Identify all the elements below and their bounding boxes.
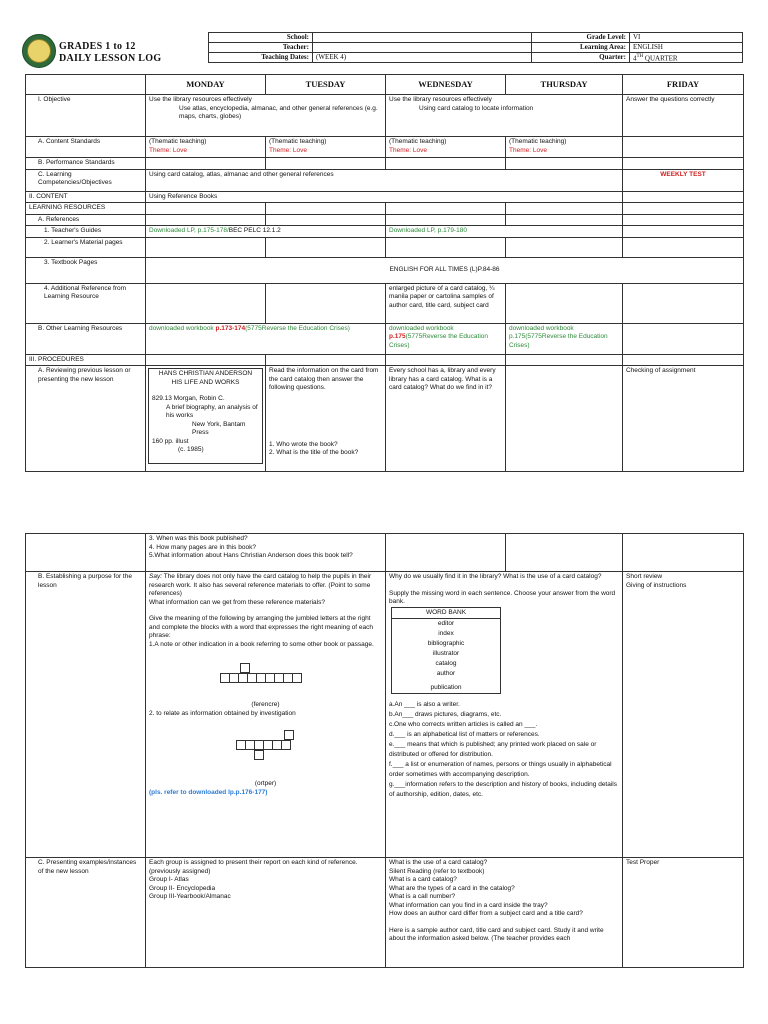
- teachers-guides-label: 1. Teacher's Guides: [26, 226, 146, 238]
- day-monday: MONDAY: [146, 75, 266, 95]
- present-mon-tue: Each group is assigned to present their report on each kind of reference. (previously assigned) Group I- Atlas Group II- Encyclopedia Group III-Yearbook/Almanac: [146, 858, 386, 968]
- content-std-tue: (Thematic teaching) Theme: Love: [266, 137, 386, 158]
- learners-material-label: 2. Learner's Material pages: [26, 237, 146, 257]
- content-std-wed: (Thematic teaching) Theme: Love: [386, 137, 506, 158]
- competencies-text: Using card catalog, atlas, almanac and other general references: [146, 169, 623, 191]
- school-label: School:: [209, 33, 313, 43]
- review-wed: Every school has a, library and every library has a card catalog. What is a card catalog? What do we find in it?: [386, 366, 506, 472]
- crossword-puzzle-1: [221, 663, 382, 683]
- present-wed-thu: What is the use of a card catalog? Silent Reading (refer to textbook) What is a card catalog? What are the types of a card in the catalog? What is a call number? What information can you find in a card inside the tray? How does an author card differ from a subject card and a title card? Here is a sample author card, title card and subject card. Study it and write about the information asked below. (The teacher provides each: [386, 858, 623, 968]
- sample-catalog-card: HANS CHRISTIAN ANDERSON HIS LIFE AND WORKS 829.13 Morgan, Robin C. A brief biography, an analysis of his works New York, Bantam Press 160 pp. illust (c. 1985): [148, 368, 263, 464]
- dates-label: Teaching Dates:: [209, 53, 313, 63]
- day-friday: FRIDAY: [623, 75, 744, 95]
- grade-label: Grade Level:: [532, 33, 630, 43]
- other-resources-label: B. Other Learning Resources: [26, 323, 146, 354]
- presenting-examples-label: C. Presenting examples/instances of the new lesson: [26, 858, 146, 968]
- content-label: II. CONTENT: [26, 191, 146, 203]
- purpose-mon-tue: Say: The library does not only have the card catalog to help the pupils in their research work. It also has several reference materials to offer. (Point to some references) What information can we get from these reference materials? Give the meaning of the following by arranging the jumbled letters at the right and complete the blocks with a word that expresses the right meaning of each phrase: 1.A note or other indication in a book referring to some other book or passage. (ferencre) 2. to relate as information obtained by investigation (ortper) (pls. refer to downloaded lp.p.176-177): [146, 572, 386, 858]
- other-res-wed: downloaded workbook p.175(5775Reverse the Education Crises): [386, 323, 506, 354]
- additional-reference-wed: enlarged picture of a card catalog, ¼ manila paper or cartolina samples of author card, title card, subject card: [386, 283, 506, 323]
- performance-standards-label: B. Performance Standards: [26, 158, 146, 170]
- header-info-table: [208, 32, 743, 63]
- review-tue: Read the information on the card from the card catalog then answer the following questions. 1. Who wrote the book? 2. What is the title of the book?: [266, 366, 386, 472]
- review-fri: Checking of assignment: [623, 366, 744, 472]
- objective-mon-tue: Use the library resources effectively Use atlas, encyclopedia, almanac, and other general references (e.g. maps, charts, globes): [146, 95, 386, 137]
- other-res-mon: downloaded workbook p.173-174(5775Reverse the Education Crises): [146, 323, 386, 354]
- establishing-purpose-label: B. Establishing a purpose for the lesson: [26, 572, 146, 858]
- word-bank: WORD BANK editor index bibliographic illustrator catalog author publication: [391, 607, 501, 694]
- reviewing-label: A. Reviewing previous lesson or presenting the new lesson: [26, 366, 146, 472]
- objective-wed-thu: Use the library resources effectively Using card catalog to locate information: [386, 95, 623, 137]
- area-label: Learning Area:: [532, 43, 630, 53]
- dates-value: (WEEK 4): [313, 53, 532, 63]
- fill-in-sentences: a.An ___ is also a writer. b.An___ draws pictures, diagrams, etc. c.One who corrects written articles is called an ___. d.___ is an alphabetical list of matters or references. e.___ means that which is published; any printed work placed on sale or distributed or offered for distribution. f.___ a list or enumeration of names, persons or things usually in alphabetical order sometimes with accompanying description. g.___information refers to the description and history of books, including details of authorship, edition, dates, etc.: [389, 700, 617, 798]
- quarter-value: 4TH QUARTER: [630, 53, 743, 63]
- content-standards-label: A. Content Standards: [26, 137, 146, 158]
- objective-fri: Answer the questions correctly: [623, 95, 744, 137]
- textbook-pages-text: ENGLISH FOR ALL TIMES (L)P.84-86: [146, 257, 744, 283]
- competencies-label: C. Learning Competencies/Objectives: [26, 169, 146, 191]
- purpose-fri: Short review Giving of instructions: [623, 572, 744, 858]
- purpose-wed-thu: Why do we usually find it in the library? What is the use of a card catalog? Supply the missing word in each sentence. Choose your answer from the word bank. WORD BANK editor index bibliographic illustrator catalog author publication a.An ___ is also a writer. b.An___ draws pictures, diagrams, etc. c.One who corrects written articles is called an ___. d.___ is an alphabetical list of matters or references. e.___ means that which is published; any printed work placed on sale or distributed or offered for distribution. f.___ a list or enumeration of names, persons or things usually in alphabetical order sometimes with accompanying description. g.___information refers to the description and history of books, including details of authorship, edition, dates, etc.: [386, 572, 623, 858]
- procedures-label: III. PROCEDURES: [26, 354, 146, 366]
- tg-wed-thu: Downloaded LP, p.179-180: [386, 226, 623, 238]
- teacher-label: Teacher:: [209, 43, 313, 53]
- day-thursday: THURSDAY: [506, 75, 623, 95]
- learning-resources-label: LEARNING RESOURCES: [26, 203, 146, 215]
- tg-mon-tue: Downloaded LP, p.175-178/BEC PELC 12.1.2: [146, 226, 386, 238]
- other-res-thu: downloaded workbook p.175(5775Reverse the Education Crises): [506, 323, 623, 354]
- objective-label: I. Objective: [26, 95, 146, 137]
- teacher-value: [313, 43, 532, 53]
- references-label: A. References: [26, 214, 146, 226]
- doc-title-line2: DAILY LESSON LOG: [59, 53, 162, 64]
- day-tuesday: TUESDAY: [266, 75, 386, 95]
- corner-cell: [26, 75, 146, 95]
- lesson-log-table-page2: [25, 533, 744, 968]
- grade-value: VI: [630, 33, 743, 43]
- additional-reference-label: 4. Additional Reference from Learning Resource: [26, 283, 146, 323]
- content-std-thu: (Thematic teaching) Theme: Love: [506, 137, 623, 158]
- day-wednesday: WEDNESDAY: [386, 75, 506, 95]
- review-continued: 3. When was this book published? 4. How many pages are in this book? 5.What information about Hans Christian Anderson does this book tell?: [146, 534, 386, 572]
- textbook-pages-label: 3. Textbook Pages: [26, 257, 146, 283]
- deped-seal-icon: [22, 34, 56, 68]
- school-value: [313, 33, 532, 43]
- sample-card-cell: [146, 366, 266, 472]
- crossword-puzzle-2: [237, 730, 382, 760]
- quarter-label: Quarter:: [532, 53, 630, 63]
- content-std-mon: (Thematic teaching) Theme: Love: [146, 137, 266, 158]
- content-text: Using Reference Books: [146, 191, 623, 203]
- weekly-test: WEEKLY TEST: [623, 169, 744, 191]
- lesson-log-table-page1: [25, 74, 744, 472]
- doc-title-line1: GRADES 1 to 12: [59, 41, 136, 52]
- area-value: ENGLISH: [630, 43, 743, 53]
- present-fri: Test Proper: [623, 858, 744, 968]
- content-std-fri: [623, 137, 744, 158]
